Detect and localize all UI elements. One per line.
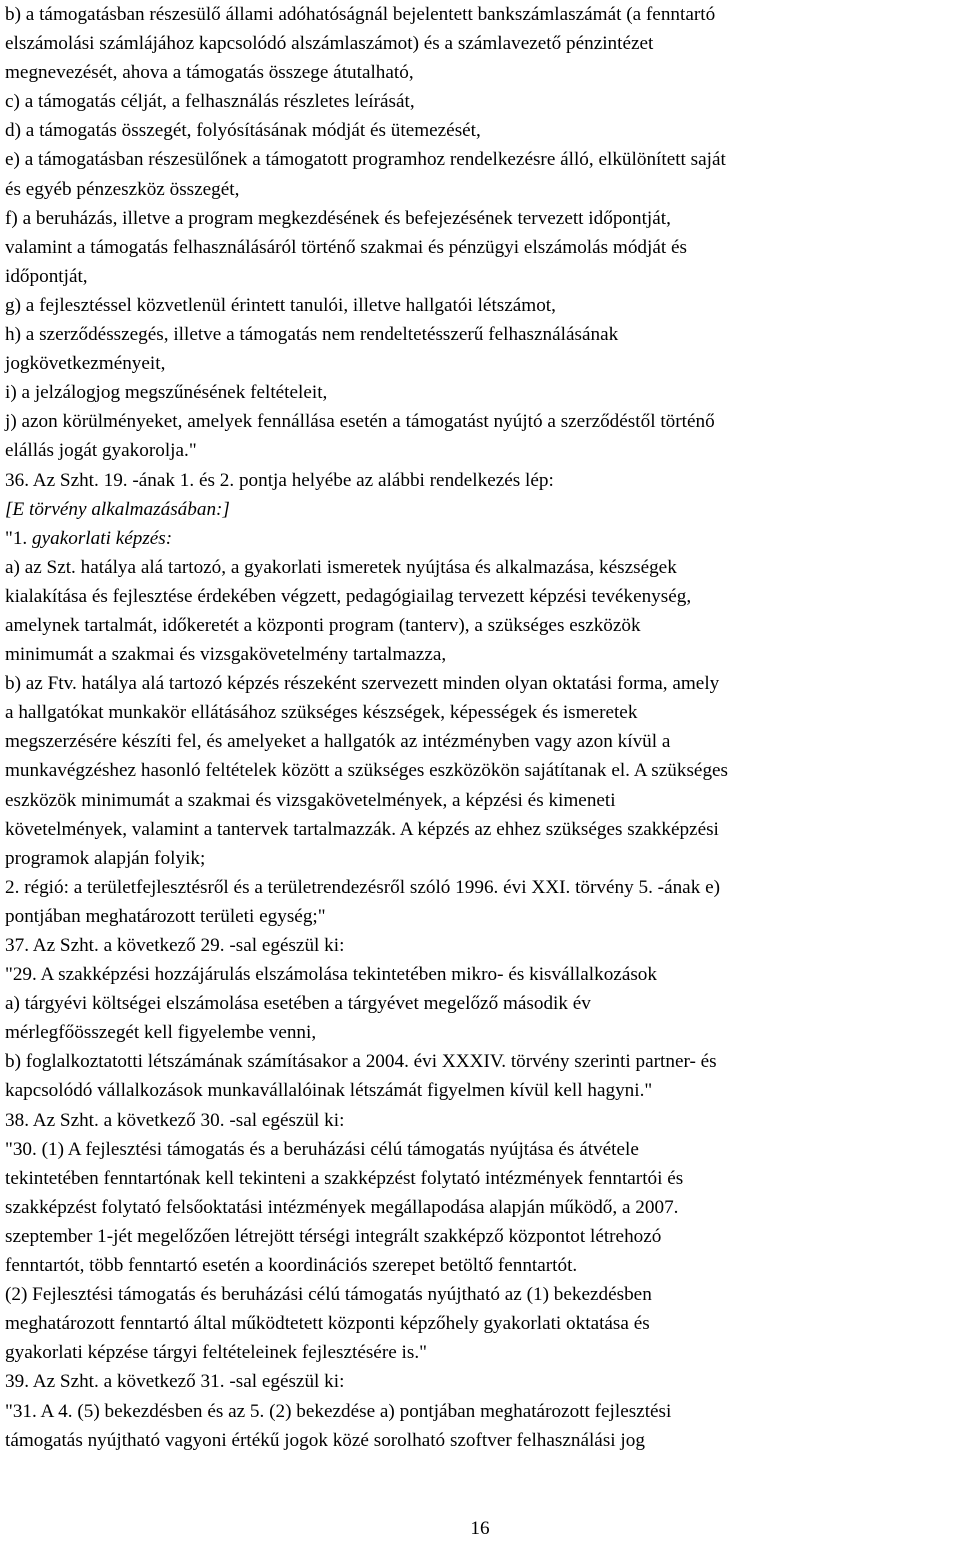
text-line: a) az Szt. hatálya alá tartozó, a gyakorlati ismeretek nyújtása és alkalmazása, készségek	[5, 556, 677, 578]
text-line: (2) Fejlesztési támogatás és beruházási célú támogatás nyújtható az (1) bekezdésben	[5, 1284, 652, 1306]
text-line: kapcsolódó vállalkozások munkavállalóinak létszámát figyelmen kívül kell hagyni."	[5, 1080, 653, 1102]
text-line: c) a támogatás célját, a felhasználás részletes leírását,	[5, 91, 415, 113]
text-line: 37. Az Szht. a következő 29. -sal egészül ki:	[5, 935, 345, 956]
text-line: jogkövetkezményeit,	[5, 353, 166, 375]
text-line: b) foglalkoztatotti létszámának számításakor a 2004. évi XXXIV. törvény szerinti partner- és	[5, 1051, 717, 1073]
text-line: "30. (1) A fejlesztési támogatás és a beruházási célú támogatás nyújtása és átvétele	[5, 1138, 639, 1160]
text-line: fenntartót, több fenntartó esetén a koordinációs szerepet betöltő fenntartót.	[5, 1255, 578, 1277]
text-line: valamint a támogatás felhasználásáról történő szakmai és pénzügyi elszámolás módját és	[5, 236, 687, 258]
text-line: szakképzést folytató felsőoktatási intézmények megállapodása alapján működő, a 2007.	[5, 1196, 679, 1218]
text-line: amelynek tartalmát, időkeretét a központi program (tanterv), a szükséges eszközök	[5, 614, 641, 636]
text-line: követelmények, valamint a tantervek tartalmazzák. A képzés az ehhez szükséges szakképzési	[5, 818, 719, 840]
document-body	[5, 0, 960, 1455]
text-line: megszerzésére készíti fel, és amelyeket a hallgatók az intézményben vagy azon kívül a	[5, 731, 671, 753]
text-line: programok alapján folyik;	[5, 847, 206, 869]
text-line: és egyéb pénzeszköz összegét,	[5, 178, 240, 200]
text-line: d) a támogatás összegét, folyósításának módját és ütemezését,	[5, 120, 481, 142]
text-line: a) tárgyévi költségei elszámolása esetében a tárgyévet megelőző második év	[5, 993, 591, 1015]
text-line: e) a támogatásban részesülőnek a támogatott programhoz rendelkezésre álló, elkülönített saját	[5, 149, 726, 171]
text-line: elszámolási számlájához kapcsolódó alszámlaszámot) és a számlavezető pénzintézet	[5, 33, 654, 55]
text-line-italic: gyakorlati képzés:	[32, 527, 173, 549]
text-line: j) azon körülményeket, amelyek fennállása esetén a támogatást nyújtó a szerződéstől történő	[5, 411, 715, 433]
text-line: munkavégzéshez hasonló feltételek között a szükséges eszközökön sajátítanak el. A szükséges	[5, 760, 729, 782]
text-line: "31. A 4. (5) bekezdésben és az 5. (2) bekezdése a) pontjában meghatározott fejlesztési	[5, 1400, 672, 1422]
text-line: a hallgatókat munkakör ellátásához szükséges készségek, képességek és ismeretek	[5, 702, 638, 724]
text-line: b) az Ftv. hatálya alá tartozó képzés részeként szervezett minden olyan oktatási forma, amely	[5, 673, 720, 695]
text-line: minimumát a szakmai és vizsgakövetelmény tartalmazza,	[5, 644, 447, 666]
text-line-lead: "1.	[5, 527, 33, 549]
text-line: 2. régió: a területfejlesztésről és a területrendezésről szóló 1996. évi XXI. törvény 5. -ának e)	[5, 876, 720, 898]
text-line: [E törvény alkalmazásában:]	[5, 498, 230, 520]
text-line: szeptember 1-jét megelőzően létrejött térségi integrált szakképző központot létrehozó	[5, 1225, 662, 1247]
text-line: i) a jelzálogjog megszűnésének feltételeit,	[5, 382, 328, 404]
text-line: 36. Az Szht. 19. -ának 1. és 2. pontja helyébe az alábbi rendelkezés lép:	[5, 469, 554, 491]
text-line: megnevezését, ahova a támogatás összege átutalható,	[5, 62, 414, 84]
text-line: támogatás nyújtható vagyoni értékű jogok közé sorolható szoftver felhasználási jog	[5, 1429, 645, 1451]
text-line: elállás jogát gyakorolja."	[5, 440, 197, 462]
text-line: mérlegfőösszegét kell figyelembe venni,	[5, 1022, 317, 1044]
text-line: b) a támogatásban részesülő állami adóhatóságnál bejelentett bankszámlaszámát (a fenntartó	[5, 4, 716, 25]
text-line: időpontját,	[5, 265, 88, 287]
text-line: f) a beruházás, illetve a program megkezdésének és befejezésének tervezett időpontját,	[5, 207, 671, 229]
text-line: h) a szerződésszegés, illetve a támogatás nem rendeltetésszerű felhasználásának	[5, 324, 619, 346]
text-line: 38. Az Szht. a következő 30. -sal egészül ki:	[5, 1109, 345, 1131]
text-line: tekintetében fenntartónak kell tekinteni a szakképzést folytató intézmények fenntartói és	[5, 1167, 684, 1189]
text-line: gyakorlati képzése tárgyi feltételeinek fejlesztésére is."	[5, 1342, 427, 1364]
text-line: kialakítása és fejlesztése érdekében végzett, pedagógiailag tervezett képzési tevékenység,	[5, 585, 692, 607]
text-line: g) a fejlesztéssel közvetlenül érintett tanulói, illetve hallgatói létszámot,	[5, 294, 556, 316]
text-line: 39. Az Szht. a következő 31. -sal egészül ki:	[5, 1371, 345, 1393]
text-line: pontjában meghatározott területi egység;"	[5, 905, 326, 927]
text-line	[5, 524, 960, 553]
page-number: 16	[470, 1518, 490, 1539]
text-line: meghatározott fenntartó által működtetett központi képzőhely gyakorlati oktatása és	[5, 1313, 650, 1335]
text-line: eszközök minimumát a szakmai és vizsgakövetelmények, a képzési és kimeneti	[5, 789, 616, 811]
text-line: "29. A szakképzési hozzájárulás elszámolása tekintetében mikro- és kisvállalkozások	[5, 964, 657, 986]
